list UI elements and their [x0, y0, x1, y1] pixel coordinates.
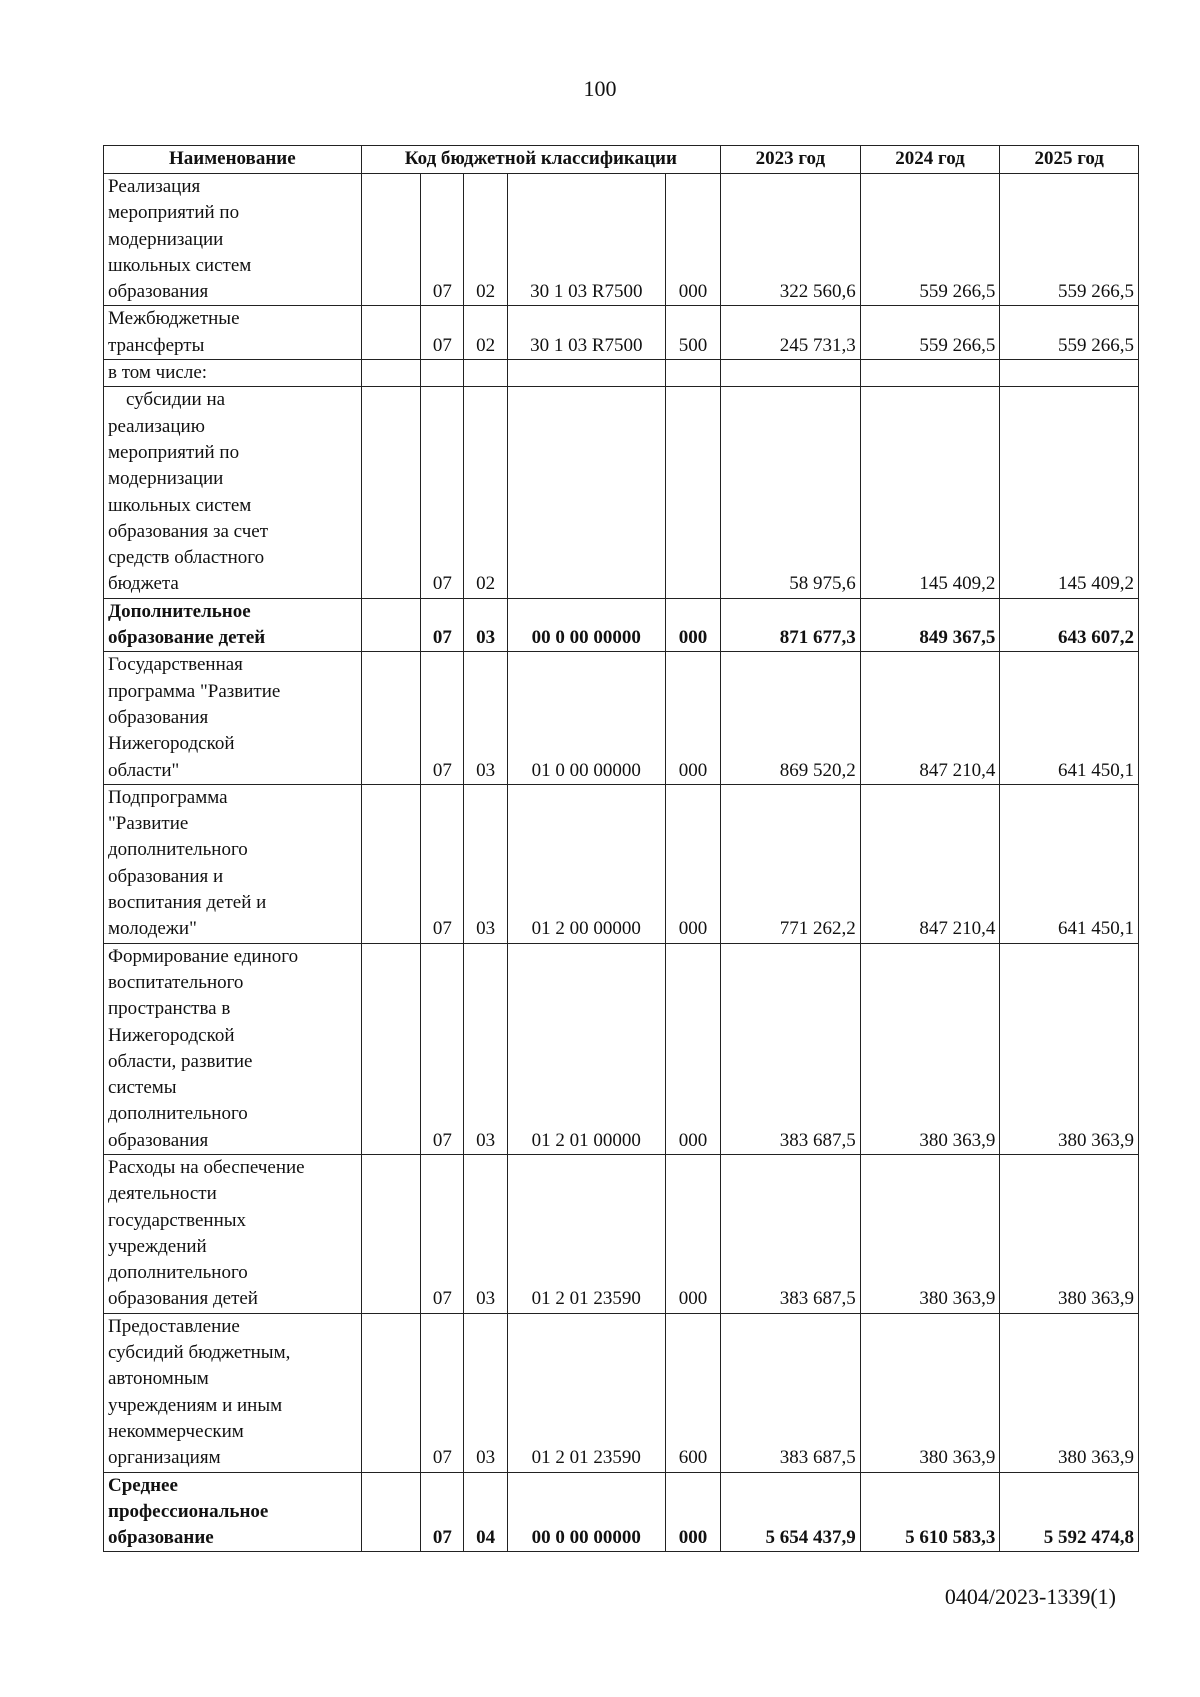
row-kind: [665, 360, 720, 387]
row-2023: 383 687,5: [721, 943, 861, 1154]
table-row: [104, 1313, 1139, 1472]
header-2025: 2025 год: [1000, 146, 1139, 174]
row-2025: 559 266,5: [1000, 174, 1139, 306]
row-2024: 559 266,5: [860, 174, 1000, 306]
row-2023: 5 654 437,9: [721, 1472, 861, 1552]
row-kind: 000: [665, 1472, 720, 1552]
row-2024: 380 363,9: [860, 943, 1000, 1154]
table-row: [104, 598, 1139, 652]
row-2023: 245 731,3: [721, 306, 861, 360]
row-name: Расходы на обеспечение деятельности государственных учреждений дополнительного образования детей: [104, 1154, 362, 1313]
row-kind: 000: [665, 1154, 720, 1313]
row-name: Среднее профессиональное образование: [104, 1472, 362, 1552]
row-subsection: 03: [464, 1313, 507, 1472]
row-subsection: 03: [464, 784, 507, 943]
row-article: 01 2 01 00000: [507, 943, 665, 1154]
row-section: 07: [421, 306, 464, 360]
row-article: [507, 360, 665, 387]
row-2023: 383 687,5: [721, 1313, 861, 1472]
row-empty-cell: [361, 174, 421, 306]
row-2024: 847 210,4: [860, 652, 1000, 784]
row-2023: 322 560,6: [721, 174, 861, 306]
header-code: Код бюджетной классификации: [361, 146, 720, 174]
row-2023: 869 520,2: [721, 652, 861, 784]
row-name: Подпрограмма "Развитие дополнительного образования и воспитания детей и молодежи": [104, 784, 362, 943]
header-name: Наименование: [104, 146, 362, 174]
row-2024: 380 363,9: [860, 1313, 1000, 1472]
row-kind: 500: [665, 306, 720, 360]
row-article: [507, 387, 665, 598]
document-code: 0404/2023-1339(1): [944, 1584, 1116, 1609]
page-number: 100: [583, 76, 617, 101]
row-2023: 58 975,6: [721, 387, 861, 598]
row-empty-cell: [361, 306, 421, 360]
row-article: 01 2 01 23590: [507, 1313, 665, 1472]
row-name: Дополнительное образование детей: [104, 598, 362, 652]
table-row: [104, 387, 1139, 598]
row-article: 01 2 01 23590: [507, 1154, 665, 1313]
row-subsection: 03: [464, 1154, 507, 1313]
row-2023: 771 262,2: [721, 784, 861, 943]
row-2023: [721, 360, 861, 387]
table-row: [104, 174, 1139, 306]
budget-table: [103, 145, 1139, 1552]
row-2025: 559 266,5: [1000, 306, 1139, 360]
table-row: [104, 306, 1139, 360]
row-2025: [1000, 360, 1139, 387]
row-article: 01 0 00 00000: [507, 652, 665, 784]
row-2023: 383 687,5: [721, 1154, 861, 1313]
header-2024: 2024 год: [860, 146, 1000, 174]
table-row: [104, 652, 1139, 784]
table-row: [104, 784, 1139, 943]
row-kind: 000: [665, 784, 720, 943]
row-section: [421, 360, 464, 387]
row-2025: 145 409,2: [1000, 387, 1139, 598]
row-empty-cell: [361, 1472, 421, 1552]
row-subsection: 02: [464, 174, 507, 306]
row-2025: 643 607,2: [1000, 598, 1139, 652]
row-section: 07: [421, 1313, 464, 1472]
row-2024: 5 610 583,3: [860, 1472, 1000, 1552]
row-2025: 380 363,9: [1000, 943, 1139, 1154]
row-section: 07: [421, 652, 464, 784]
row-2025: 641 450,1: [1000, 652, 1139, 784]
row-name: Предоставление субсидий бюджетным, автономным учреждениям и иным некоммерческим организациям: [104, 1313, 362, 1472]
row-2025: 380 363,9: [1000, 1154, 1139, 1313]
row-section: 07: [421, 1154, 464, 1313]
row-2024: 847 210,4: [860, 784, 1000, 943]
row-subsection: 02: [464, 306, 507, 360]
row-name: в том числе:: [104, 360, 362, 387]
header-2023: 2023 год: [721, 146, 861, 174]
row-name: Государственная программа "Развитие образования Нижегородской области": [104, 652, 362, 784]
row-empty-cell: [361, 1154, 421, 1313]
row-2024: 145 409,2: [860, 387, 1000, 598]
row-subsection: 03: [464, 652, 507, 784]
row-empty-cell: [361, 1313, 421, 1472]
table-row: [104, 360, 1139, 387]
table-row: [104, 1472, 1139, 1552]
row-section: 07: [421, 598, 464, 652]
row-kind: 000: [665, 174, 720, 306]
row-section: 07: [421, 387, 464, 598]
row-kind: 000: [665, 943, 720, 1154]
row-empty-cell: [361, 387, 421, 598]
row-subsection: [464, 360, 507, 387]
row-article: 30 1 03 R7500: [507, 174, 665, 306]
row-article: 00 0 00 00000: [507, 598, 665, 652]
table-row: [104, 943, 1139, 1154]
row-name: Межбюджетные трансферты: [104, 306, 362, 360]
row-2024: [860, 360, 1000, 387]
row-subsection: 02: [464, 387, 507, 598]
row-2024: 380 363,9: [860, 1154, 1000, 1313]
row-empty-cell: [361, 652, 421, 784]
row-empty-cell: [361, 598, 421, 652]
row-empty-cell: [361, 784, 421, 943]
row-subsection: 03: [464, 598, 507, 652]
row-empty-cell: [361, 943, 421, 1154]
row-name: Формирование единого воспитательного пространства в Нижегородской области, развитие системы дополнительного образования: [104, 943, 362, 1154]
row-kind: 000: [665, 598, 720, 652]
row-2024: 849 367,5: [860, 598, 1000, 652]
row-article: 00 0 00 00000: [507, 1472, 665, 1552]
row-2023: 871 677,3: [721, 598, 861, 652]
row-kind: 600: [665, 1313, 720, 1472]
row-kind: [665, 387, 720, 598]
row-name: субсидии на реализацию мероприятий по модернизации школьных систем образования за счет средств областного бюджета: [104, 387, 362, 598]
header-row: [104, 146, 1139, 174]
row-section: 07: [421, 174, 464, 306]
row-empty-cell: [361, 360, 421, 387]
row-2025: 380 363,9: [1000, 1313, 1139, 1472]
row-2025: 641 450,1: [1000, 784, 1139, 943]
row-2025: 5 592 474,8: [1000, 1472, 1139, 1552]
row-section: 07: [421, 1472, 464, 1552]
row-subsection: 03: [464, 943, 507, 1154]
row-name: Реализация мероприятий по модернизации школьных систем образования: [104, 174, 362, 306]
row-section: 07: [421, 784, 464, 943]
row-section: 07: [421, 943, 464, 1154]
row-article: 30 1 03 R7500: [507, 306, 665, 360]
row-subsection: 04: [464, 1472, 507, 1552]
row-kind: 000: [665, 652, 720, 784]
row-2024: 559 266,5: [860, 306, 1000, 360]
table-row: [104, 1154, 1139, 1313]
row-article: 01 2 00 00000: [507, 784, 665, 943]
